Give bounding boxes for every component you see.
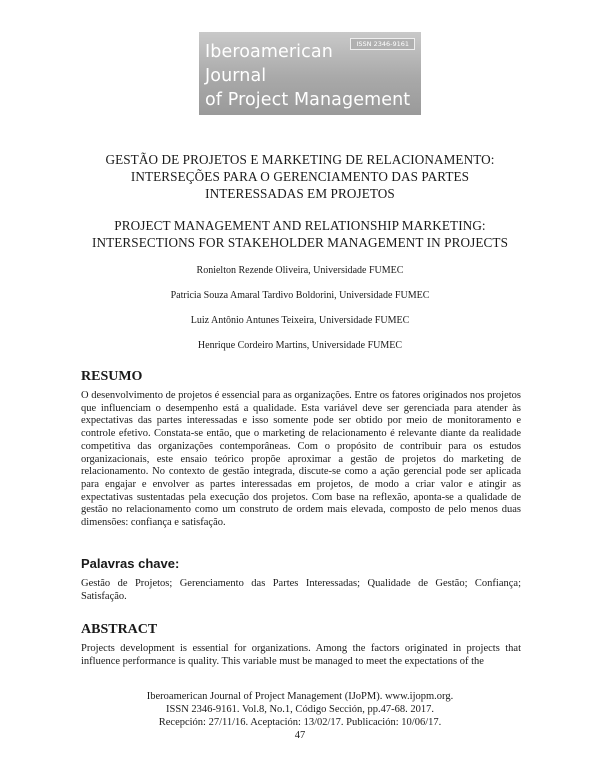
footer-journal: Iberoamerican Journal of Project Management (IJoPM). www.ijopm.org. xyxy=(146,691,454,702)
author-3: Luiz Antônio Antunes Teixeira, Universidade FUMEC xyxy=(190,315,410,326)
logo-line-3: of Project Management xyxy=(205,90,411,110)
author-1: Ronielton Rezende Oliveira, Universidade FUMEC xyxy=(196,265,404,276)
abstract-heading: ABSTRACT xyxy=(81,622,158,637)
resumo-heading: RESUMO xyxy=(81,369,143,384)
page-number: 47 xyxy=(294,730,306,741)
logo-line-2: Journal xyxy=(205,66,267,86)
author-4: Henrique Cordeiro Martins, Universidade FUMEC xyxy=(197,340,403,351)
resumo-text: O desenvolvimento de projetos é essencial para as organizações. Entre os fatores originados nos projetos que influenciam o desempenho está a qualidade. Esta variável deve ser gerenciada para atender às expectativas das partes interessadas e isso somente pode ser obtido por meio de monitoramento e controle efetivo. Constata-se então, que o marketing de relacionamento é relevante diante da realidade competitiva das organizações contemporâneas. Com o propósito de contribuir para os estudos organizacionais, este ensaio teórico propõe aproximar a gestão de projetos do marketing de relacionamento. No contexto de gestão integrada, discute-se como a ação gerencial pode ser aplicada para engajar e envolver as partes interessadas em projetos, de modo a criar valor e atingir as expectativas sustentadas pela execução dos projetos. Com base na reflexão, aponta-se a qualidade de gestão no relacionamento como um construto de ordem mais elevada, composto de pelo menos duas dimensões: confiança e satisfação. xyxy=(81,390,521,529)
logo-issn-badge: ISSN 2346-9161 xyxy=(350,38,415,50)
footer-dates: Recepción: 27/11/16. Aceptación: 13/02/17. Publicación: 10/06/17. xyxy=(158,717,442,728)
footer-issn: ISSN 2346-9161. Vol.8, No.1, Código Sección, pp.47-68. 2017. xyxy=(166,704,434,715)
logo-line-1: Iberoamerican xyxy=(205,42,333,62)
author-2: Patricia Souza Amaral Tardivo Boldorini, Universidade FUMEC xyxy=(170,290,430,301)
title-portuguese: GESTÃO DE PROJETOS E MARKETING DE RELACIONAMENTO: INTERSEÇÕES PARA O GERENCIAMENTO DAS PARTES INTERESSADAS EM PROJETOS xyxy=(105,152,495,201)
abstract-text: Projects development is essential for organizations. Among the factors originated in projects that influence performance is quality. This variable must be managed to meet the expectations of the xyxy=(81,643,521,667)
title-english: PROJECT MANAGEMENT AND RELATIONSHIP MARKETING: INTERSECTIONS FOR STAKEHOLDER MANAGEMENT IN PROJECTS xyxy=(91,218,509,250)
keywords-heading: Palavras chave: xyxy=(81,556,180,571)
keywords-text: Gestão de Projetos; Gerenciamento das Partes Interessadas; Qualidade de Gestão; Confiança; Satisfação. xyxy=(81,578,521,602)
journal-logo xyxy=(199,32,421,115)
